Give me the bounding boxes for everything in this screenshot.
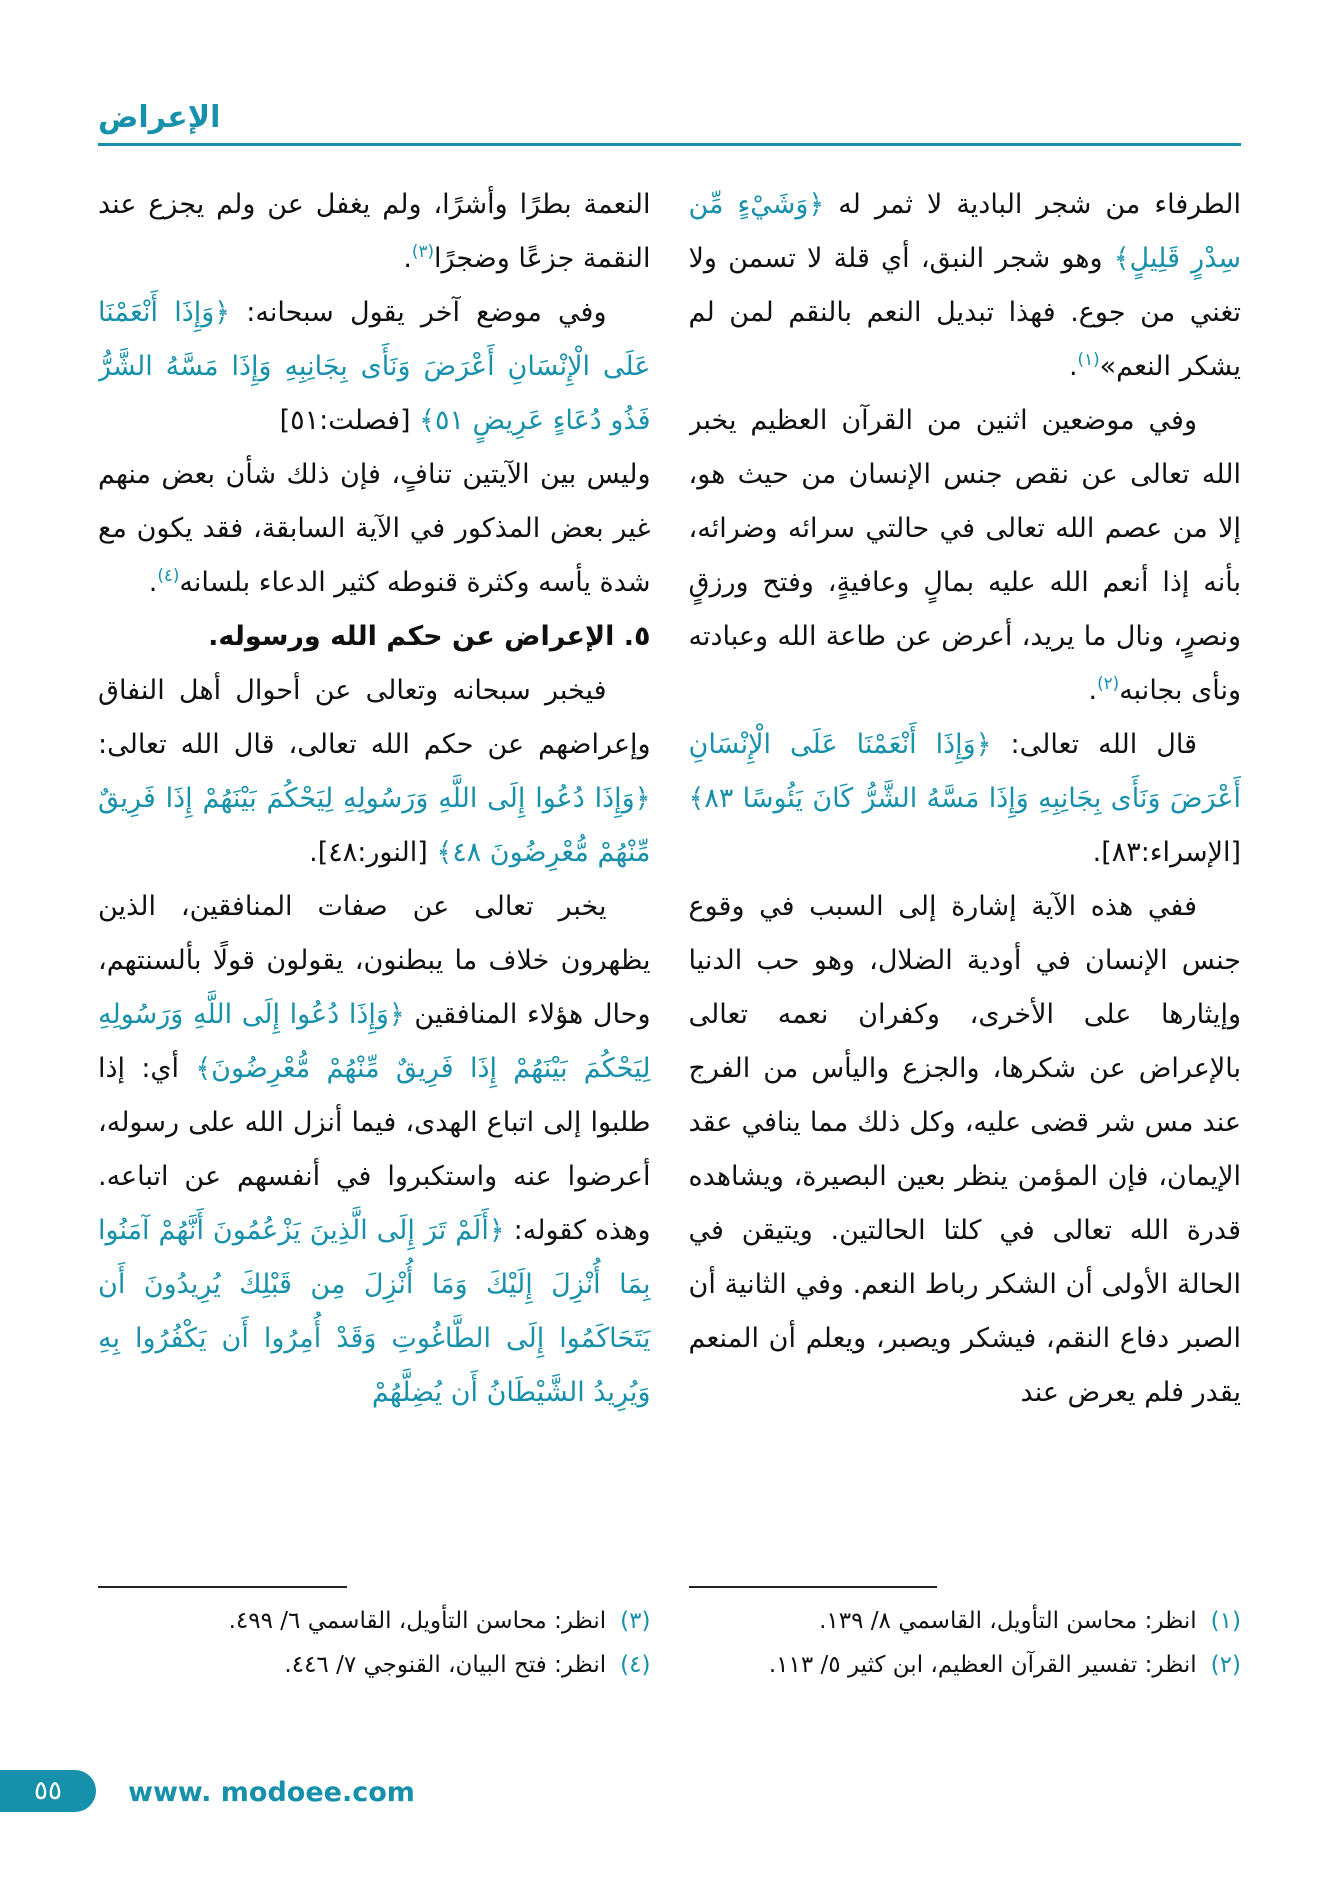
left-column <box>98 178 651 1576</box>
quran-verse: ﴿وَإِذَا دُعُوا إِلَى اللَّهِ وَرَسُولِهِ لِيَحْكُمَ بَيْنَهُمْ إِذَا فَرِيقٌ مِّنْهُمْ مُّعْرِضُونَ﴾ <box>98 999 651 1084</box>
paragraph <box>98 664 651 880</box>
paragraph <box>98 448 651 610</box>
footnote-marker: (٣) <box>411 241 434 261</box>
body-text: فيخبر سبحانه وتعالى عن أحوال أهل النفاق وإعراضهم عن حكم الله تعالى، قال الله تعالى: <box>98 675 651 760</box>
chapter-title: الإعراض <box>98 100 221 135</box>
body-text: الطرفاء من شجر البادية لا ثمر له <box>824 189 1241 220</box>
footnote-marker: (٤) <box>157 565 180 585</box>
footnotes-left-column <box>98 1586 651 1687</box>
body-text: . <box>1068 351 1078 382</box>
footnotes-right-column <box>689 1586 1242 1687</box>
footnote <box>98 1644 651 1688</box>
page-header <box>98 100 1241 146</box>
footnote <box>689 1600 1242 1644</box>
body-text: وهو شجر النبق، أي قلة لا تسمن ولا تغني من جوع. فهذا تبديل النعم بالنقم لمن لم يشكر النعم» <box>688 243 1241 382</box>
paragraph <box>98 286 651 448</box>
website-link[interactable]: www. modoee.com <box>128 1777 415 1808</box>
paragraph <box>689 880 1242 1420</box>
body-text: . <box>403 243 412 274</box>
body-text: [النور:٤٨]. <box>309 837 437 868</box>
footnote-separator <box>689 1586 938 1588</box>
body-text: النعمة بطرًا وأشرًا، ولم يغفل عن ولم يجزع عند النقمة جزعًا وضجرًا <box>98 189 651 274</box>
body-text: . <box>148 567 158 598</box>
footnote-number: (٢) <box>1210 1651 1241 1678</box>
body-text: وفي موضع آخر يقول سبحانه: <box>230 297 607 328</box>
paragraph <box>98 178 651 286</box>
paragraph <box>98 610 651 664</box>
page-number-badge <box>0 1770 96 1812</box>
footnote-marker: (٢) <box>1097 673 1120 693</box>
footnote-number: (٤) <box>620 1651 651 1678</box>
page-number: ٥٥ <box>34 1776 62 1806</box>
body-text: [فصلت:٥١] <box>279 405 420 436</box>
body-text: أي: إذا طلبوا إلى اتباع الهدى، فيما أنزل الله على رسوله، أعرضوا عنه واستكبروا في أنفسهم عن اتباعه. وهذه كقوله: <box>98 1053 651 1246</box>
body-text: وفي موضعين اثنين من القرآن العظيم يخبر الله تعالى عن نقص جنس الإنسان من حيث هو، إلا من عصم الله تعالى في حالتي سرائه وضرائه، بأنه إذا أنعم الله عليه بمالٍ وعافيةٍ، وفتح ورزقٍ ونصرٍ، ونال ما يريد، أعرض عن طاعة الله وعبادته ونأى بجانبه <box>688 405 1241 706</box>
footnotes-row <box>98 1586 1241 1687</box>
section-heading: ٥. الإعراض عن حكم الله ورسوله. <box>208 621 651 652</box>
body-text: ففي هذه الآية إشارة إلى السبب في وقوع جنس الإنسان في أودية الضلال، وهو حب الدنيا وإيثارها على الأخرى، وكفران نعمه تعالى بالإعراض عن شكرها، والجزع واليأس من الفرج عند مس شر قضى عليه، وكل ذلك مما ينافي عقد الإيمان، فإن المؤمن ينظر بعين البصيرة، ويشاهده قدرة الله تعالى في كلتا الحالتين. ويتيقن في الحالة الأولى أن الشكر رباط النعم. وفي الثانية أن الصبر دفاع النقم، فيشكر ويصبر، ويعلم أن المنعم يقدر فلم يعرض عند <box>688 891 1241 1408</box>
body-text: . <box>1088 675 1098 706</box>
quran-verse: ﴿أَلَمْ تَرَ إِلَى الَّذِينَ يَزْعُمُونَ أَنَّهُمْ آمَنُوا بِمَا أُنْزِلَ إِلَيْكَ وَمَا أُنْزِلَ مِن قَبْلِكَ يُرِيدُونَ أَن يَتَحَاكَمُوا إِلَى الطَّاغُوتِ وَقَدْ أُمِرُوا أَن يَكْفُرُوا بِهِ وَيُرِيدُ الشَّيْطَانُ أَن يُضِلَّهُمْ <box>98 1215 651 1408</box>
footnote-text: انظر: فتح البيان، القنوجي ٧/ ٤٤٦. <box>284 1651 607 1678</box>
paragraph <box>98 880 651 1420</box>
footnote-separator <box>98 1586 347 1588</box>
footnote-text: انظر: محاسن التأويل، القاسمي ٨/ ١٣٩. <box>819 1608 1197 1634</box>
quran-verse: ﴿وَإِذَا أَنْعَمْنَا عَلَى الْإِنْسَانِ أَعْرَضَ وَنَأَى بِجَانِبِهِ وَإِذَا مَسَّهُ الشَّرُّ فَذُو دُعَاءٍ عَرِيضٍ ٥١﴾ <box>98 297 651 436</box>
footnote-number: (٣) <box>620 1608 651 1634</box>
footnote-marker: (١) <box>1077 349 1100 369</box>
quran-verse: ﴿وَشَيْءٍ مِّن سِدْرٍ قَلِيلٍ﴾ <box>688 189 1241 274</box>
footnote-text: انظر: تفسير القرآن العظيم، ابن كثير ٥/ ١١٣. <box>768 1651 1197 1678</box>
quran-verse: ﴿وَإِذَا أَنْعَمْنَا عَلَى الْإِنْسَانِ أَعْرَضَ وَنَأَى بِجَانِبِهِ وَإِذَا مَسَّهُ الشَّرُّ كَانَ يَئُوسًا ٨٣﴾ <box>688 729 1241 814</box>
paragraph <box>689 394 1242 718</box>
text-columns <box>98 178 1241 1576</box>
right-column <box>689 178 1242 1576</box>
quran-verse: ﴿وَإِذَا دُعُوا إِلَى اللَّهِ وَرَسُولِهِ لِيَحْكُمَ بَيْنَهُمْ إِذَا فَرِيقٌ مِّنْهُمْ مُّعْرِضُونَ ٤٨﴾ <box>98 783 651 868</box>
body-text: [الإسراء:٨٣]. <box>1092 837 1241 868</box>
footnote <box>98 1600 651 1644</box>
body-text: يخبر تعالى عن صفات المنافقين، الذين يظهرون خلاف ما يبطنون، يقولون قولًا بألسنتهم، وحال هؤلاء المنافقين <box>98 891 651 1030</box>
paragraph <box>689 178 1242 394</box>
body-text: وليس بين الآيتين تنافٍ، فإن ذلك شأن بعض منهم غير بعض المذكور في الآية السابقة، فقد يكون مع شدة يأسه وكثرة قنوطه كثير الدعاء بلسانه <box>98 459 651 598</box>
footnote-number: (١) <box>1210 1608 1241 1634</box>
footnote-text: انظر: محاسن التأويل، القاسمي ٦/ ٤٩٩. <box>228 1608 607 1634</box>
footnote <box>689 1644 1242 1688</box>
body-text: قال الله تعالى: <box>991 729 1197 760</box>
paragraph <box>689 718 1242 880</box>
